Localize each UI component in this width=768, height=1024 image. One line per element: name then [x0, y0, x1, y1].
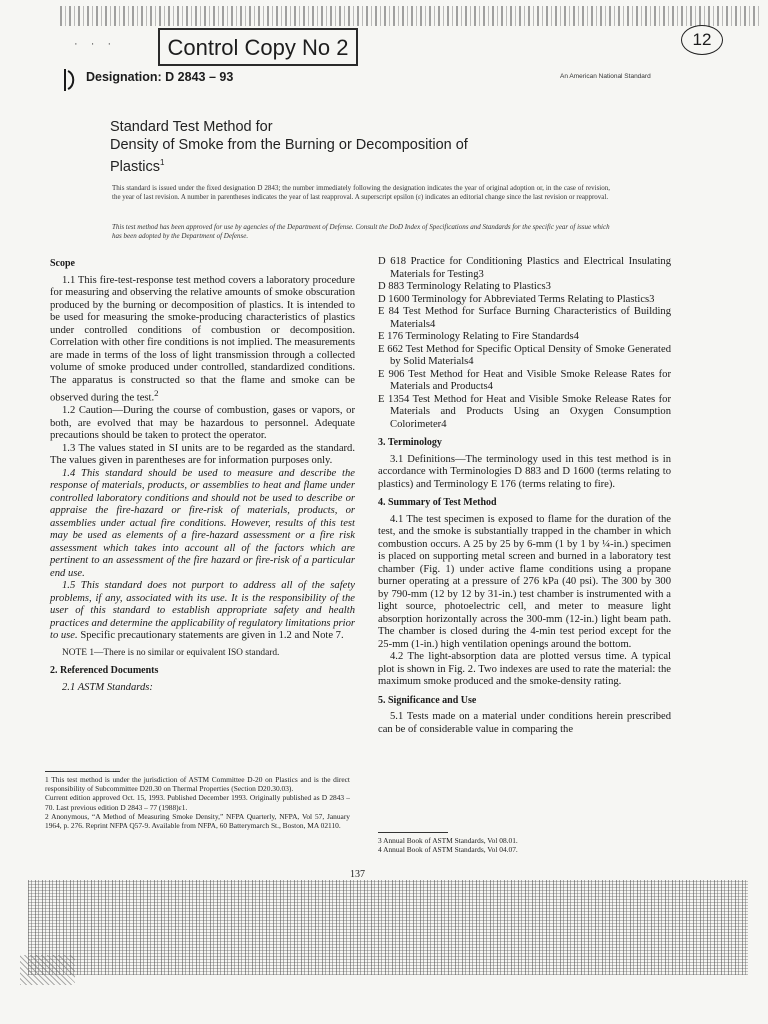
ref-item: D 618 Practice for Conditioning Plastics and Electrical Insulating Materials for Testing3: [378, 256, 671, 280]
footnotes-left: [45, 775, 350, 830]
significance-heading: 5. Significance and Use: [378, 694, 477, 706]
circled-number: 12: [681, 25, 723, 55]
ref-item: D 883 Terminology Relating to Plastics3: [378, 281, 551, 292]
footnote-2: 2 Anonymous, “A Method of Measuring Smoke Density,” NFPA Quarterly, NFPA, Vol 57, January 1964, p. 276. Reprint NFPA Q57-9. Available from NFPA, 60 Batterymarch St., Boston, MA 02110.: [45, 811, 350, 831]
left-column: [50, 258, 355, 694]
section-3-1: 3.1 Definitions—The terminology used in this test method is in accordance with Terminologies D 883 and D 1600 (terms relating to plastics) and Terminology E 176 (terms relating to fire).: [378, 453, 671, 490]
scope-heading: Scope: [50, 258, 75, 269]
footnotes-right: [378, 836, 658, 854]
page-number: 137: [350, 869, 365, 880]
section-1-4: 1.4 This standard should be used to measure and describe the response of materials, products, or assemblies to heat and flame under controlled laboratory conditions and should not be used to describe or appraise the fire-hazard or fire-risk of materials, products, or assemblies under actual fire conditions. However, results of this test may be used as elements of a fire-hazard assessment or a fire risk assessment which takes into account all of the factors which are pertinent to an assessment of the fire hazard or fire-risk of a particular end use.: [50, 467, 355, 579]
section-4-1: 4.1 The test specimen is exposed to flame for the duration of the test, and the smoke is substantially trapped in the chamber in which combustion occurs. A 25 by 25 by 6-mm (1 by 1 by ¼-in.) specimen is placed on supporting metal screen and burned in a laboratory test chamber (Fig. 1) under active flame conditions using a propane burner operating at a pressure of 276 kPa (40 psi). The 300 by 300 by 790-mm (12 by 12 by 31-in.) test chamber is instrumented with a light source, photoelectric cell, and meter to measure light absorption horizontally across the 300-mm (12-in.) light beam path. The chamber is closed during the 4-min test period except for the 25-mm (1-in.) high ventilation openings around the bottom.: [378, 513, 671, 650]
astm-logo-icon: [63, 68, 76, 92]
terminology-heading: 3. Terminology: [378, 437, 442, 448]
scan-noise-corner: [20, 955, 75, 985]
scan-noise-top: [60, 6, 760, 26]
footnote-1b: Current edition approved Oct. 15, 1993. Published December 1993. Originally published as D 2843 – 70. Last previous edition D 2843 – 77 (1988)ε1.: [45, 793, 350, 812]
footnote-rule-right: [378, 832, 448, 833]
section-5-1: 5.1 Tests made on a material under conditions herein prescribed can be of considerable value in comparing the: [378, 711, 671, 735]
ref-item: E 84 Test Method for Surface Burning Characteristics of Building Materials4: [378, 306, 671, 330]
section-1-3: 1.3 The values stated in SI units are to be regarded as the standard. The values given in parentheses are for information purposes only.: [50, 442, 355, 467]
american-national-standard: An American National Standard: [560, 73, 651, 80]
title-line-3-text: Plastics: [110, 158, 160, 175]
preface-paragraph: This standard is issued under the fixed designation D 2843; the number immediately following the designation indicates the year of original adoption or, in the case of revision, the year of last revision. A number in parentheses indicates the year of last reapproval. A superscript epsilon (ε) indicates an editorial change since the last revision or reapproval.: [112, 184, 610, 202]
footnote-1: 1 This test method is under the jurisdiction of ASTM Committee D-20 on Plastics and is the direct responsibility of Subcommittee D20.30 on Thermal Properties (Section D20.30.03).: [45, 775, 350, 794]
title-line-2: Density of Smoke from the Burning or Decomposition of: [110, 137, 468, 153]
section-1-1-text: 1.1 This fire-test-response test method covers a laboratory procedure for measuring and observing the relative amounts of smoke obscuration produced by the burning or decomposition of plastics. It is intended to be used for measuring the smoke-producing characteristics of plastics under controlled conditions of combustion or decomposition. Correlation with other fire conditions is not implied. The measurements are made in terms of the loss of light transmission through a collected volume of smoke produced under controlled, standardized conditions. The apparatus is constructed so that the flame and smoke can be observed during the test.: [50, 274, 355, 404]
summary-heading: 4. Summary of Test Method: [378, 497, 497, 508]
astm-standards-subheading: 2.1 ASTM Standards:: [62, 681, 153, 693]
section-1-5-tail: Specific precautionary statements are given in 1.2 and Note 7.: [80, 630, 344, 642]
footnote-ref-2: 2: [154, 388, 159, 398]
footnote-rule-left: [45, 771, 120, 772]
section-4-2: 4.2 The light-absorption data are plotted versus time. A typical plot is shown in Fig. 2. Two indexes are used to rate the material: the maximum smoke produced and the smoke-density rating.: [378, 651, 671, 687]
right-column: [378, 256, 671, 736]
control-copy-stamp: Control Copy No 2: [158, 28, 358, 66]
ref-item: E 906 Test Method for Heat and Visible Smoke Release Rates for Materials and Products4: [378, 368, 671, 392]
section-1-5: [50, 580, 355, 643]
stamp-marks: · · ·: [74, 38, 117, 50]
ref-item: E 176 Terminology Relating to Fire Standards4: [378, 331, 579, 342]
title-line-3: [110, 154, 580, 176]
section-1-2: 1.2 Caution—During the course of combustion, gases or vapors, or both, are evolved that may be hazardous to personnel. Adequate precautions should be taken to protect the operator.: [50, 405, 355, 442]
ref-item: E 1354 Test Method for Heat and Visible Smoke Release Rates for Materials and Products Using an Oxygen Consumption Colorimeter4: [378, 393, 671, 430]
title-footnote-ref: 1: [159, 158, 165, 167]
dod-approval-note: This test method has been approved for use by agencies of the Department of Defense. Consult the DoD Index of Specifications and Standards for the specific year of issue which has been adopted by the Department of Defense.: [112, 223, 610, 241]
title-line-1: Standard Test Method for: [110, 119, 273, 135]
ref-item: D 1600 Terminology for Abbreviated Terms Relating to Plastics3: [378, 293, 655, 305]
section-1-1: [50, 275, 355, 406]
note-1: NOTE 1—There is no similar or equivalent ISO standard.: [62, 647, 280, 658]
scan-noise-bottom: [28, 880, 748, 975]
footnote-4: 4 Annual Book of ASTM Standards, Vol 04.07.: [378, 845, 518, 855]
section-1-5-italic: 1.5 This standard does not purport to address all of the safety problems, if any, associated with its use. It is the responsibility of the user of this standard to establish appropriate safety and health practices and determine the applicability of regulatory limitations prior to use.: [50, 580, 355, 642]
referenced-documents-heading: 2. Referenced Documents: [50, 665, 159, 677]
ref-item: E 662 Test Method for Specific Optical Density of Smoke Generated by Solid Materials4: [378, 343, 671, 367]
designation: Designation: D 2843 – 93: [86, 70, 234, 84]
footnote-3: 3 Annual Book of ASTM Standards, Vol 08.01.: [378, 836, 518, 845]
document-title: [110, 118, 580, 176]
